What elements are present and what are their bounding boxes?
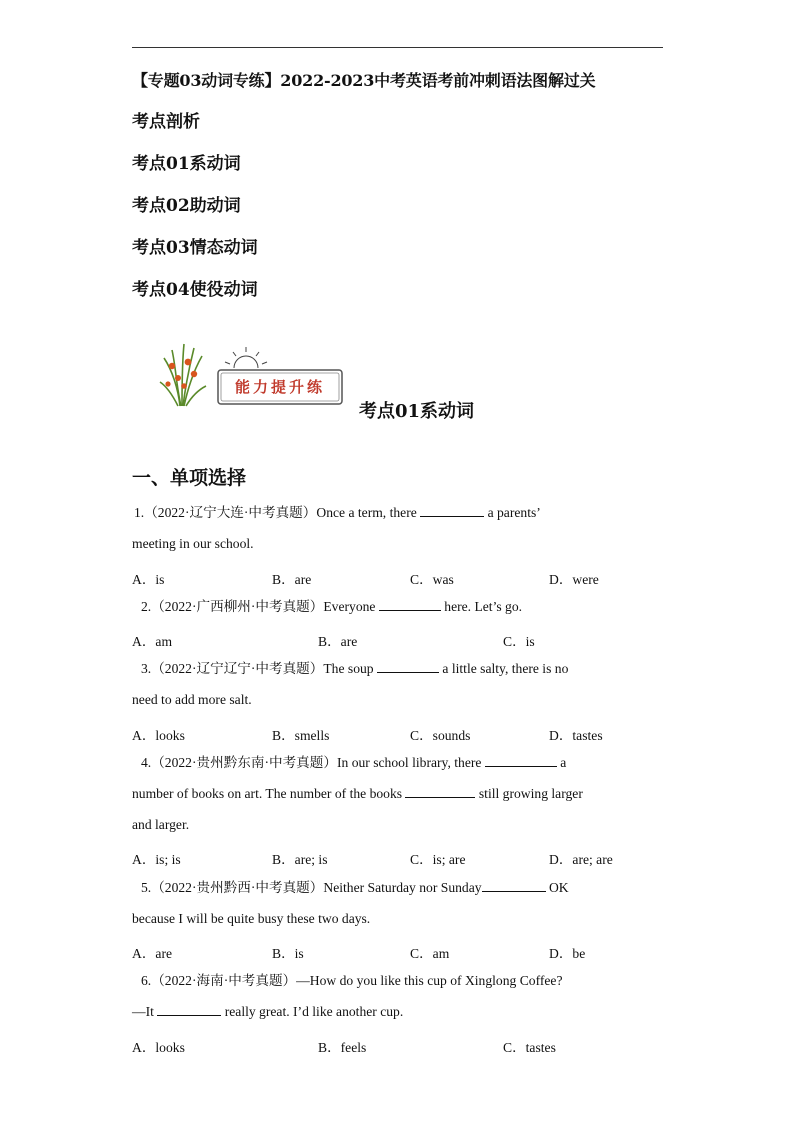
option-a[interactable]: A．looks	[132, 728, 185, 743]
toc-item: 考点03情态动词	[132, 238, 258, 258]
answer-blank[interactable]	[377, 659, 439, 673]
question-text: 2.（2022·广西柳州·中考真题）Everyone	[141, 599, 376, 614]
question-text: a	[560, 755, 567, 770]
question-text: 4.（2022·贵州黔东南·中考真题）In our school library, there	[141, 755, 482, 770]
table-of-contents	[132, 110, 258, 320]
document-title: 【专题03动词专练】2022-2023中考英语考前冲刺语法图解过关	[132, 71, 596, 90]
question-text: 1.（2022·辽宁大连·中考真题）Once a term, there	[134, 505, 417, 520]
question-text: —It	[132, 1004, 154, 1019]
answer-blank[interactable]	[482, 878, 546, 892]
option-b[interactable]: B．feels	[318, 1040, 367, 1055]
answer-blank[interactable]	[379, 597, 441, 611]
question-3-line-2: need to add more salt.	[132, 692, 252, 707]
option-d[interactable]: D．be	[549, 946, 586, 961]
ability-practice-banner	[158, 340, 348, 410]
toc-item: 考点04使役动词	[132, 280, 258, 300]
option-c[interactable]: C．tastes	[503, 1040, 556, 1055]
section-heading: 考点01系动词	[359, 401, 475, 422]
option-b[interactable]: B．is	[272, 946, 304, 961]
question-5-line-2: because I will be quite busy these two days.	[132, 911, 371, 926]
option-a[interactable]: A．is	[132, 572, 165, 587]
question-4-line-3: and larger.	[132, 817, 190, 832]
question-text: still growing larger	[478, 786, 583, 801]
question-text: 3.（2022·辽宁辽宁·中考真题）The soup	[141, 661, 374, 676]
option-c[interactable]: C．sounds	[410, 728, 471, 743]
part-heading: 一、单项选择	[132, 467, 247, 489]
question-2-line-1	[141, 597, 522, 617]
question-1-line-1	[134, 503, 541, 523]
option-a[interactable]: A．am	[132, 634, 173, 649]
toc-item: 考点剖析	[132, 112, 200, 132]
option-b[interactable]: B．are	[318, 634, 358, 649]
question-text: here. Let’s go.	[444, 599, 523, 614]
option-c[interactable]: C．is	[503, 634, 535, 649]
option-d[interactable]: D．were	[549, 572, 599, 587]
answer-blank[interactable]	[485, 753, 557, 767]
question-6-line-1: 6.（2022·海南·中考真题）—How do you like this cup of Xinglong Coffee?	[141, 973, 563, 988]
question-5-line-1	[141, 878, 569, 898]
option-a[interactable]: A．is; is	[132, 852, 181, 867]
answer-blank[interactable]	[420, 503, 484, 517]
question-text: a parents’	[487, 505, 541, 520]
question-4-line-1	[141, 753, 566, 773]
question-3-line-1	[141, 659, 568, 679]
answer-blank[interactable]	[157, 1002, 221, 1016]
banner-label: 能力提升练	[234, 378, 325, 396]
question-6-line-2	[132, 1002, 403, 1022]
option-a[interactable]: A．looks	[132, 1040, 185, 1055]
flower-illustration-icon	[158, 340, 348, 410]
option-a[interactable]: A．are	[132, 946, 173, 961]
question-text: 5.（2022·贵州黔西·中考真题）Neither Saturday nor Sunday	[141, 880, 482, 895]
option-d[interactable]: D．are; are	[549, 852, 613, 867]
header-rule	[132, 47, 663, 48]
toc-item: 考点01系动词	[132, 154, 241, 174]
question-4-line-2	[132, 784, 583, 804]
option-c[interactable]: C．was	[410, 572, 454, 587]
option-d[interactable]: D．tastes	[549, 728, 603, 743]
question-1-line-2: meeting in our school.	[132, 536, 254, 551]
option-b[interactable]: B．are; is	[272, 852, 328, 867]
toc-item: 考点02助动词	[132, 196, 241, 216]
question-text: a little salty, there is no	[442, 661, 569, 676]
option-b[interactable]: B．are	[272, 572, 312, 587]
question-text: OK	[548, 880, 569, 895]
option-b[interactable]: B．smells	[272, 728, 330, 743]
question-text: really great. I’d like another cup.	[224, 1004, 404, 1019]
option-c[interactable]: C．is; are	[410, 852, 466, 867]
answer-blank[interactable]	[405, 784, 475, 798]
question-text: number of books on art. The number of the books	[132, 786, 403, 801]
option-c[interactable]: C．am	[410, 946, 450, 961]
